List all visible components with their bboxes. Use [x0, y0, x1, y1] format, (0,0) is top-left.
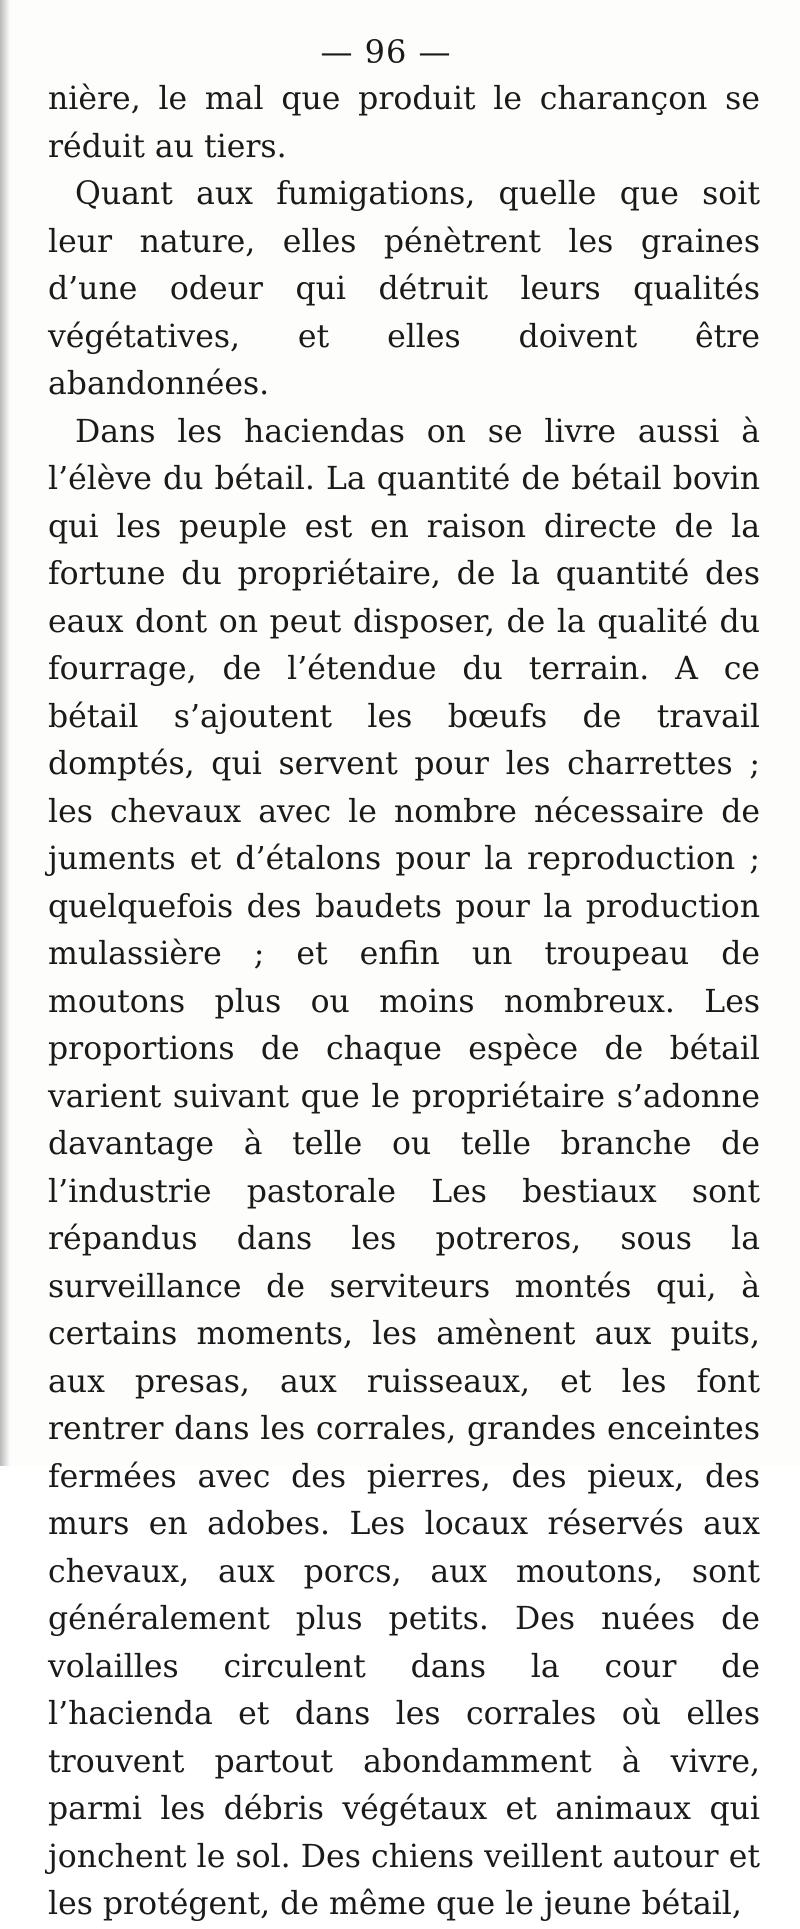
paragraph-livestock: Dans les haciendas on se livre aussi à l’élève du bétail. La quantité de bétail bovin qui les peuple est en raison directe de la fortune du propriétaire, de la quantité des eaux dont on peut disposer, de la qualité du fourrage, de l’étendue du terrain. A ce bétail s’ajoutent les bœufs de travail domptés, qui servent pour les charrettes ; les chevaux avec le nombre nécessaire de juments et d’étalons pour la reproduction ; quelquefois des baudets pour la production mulassière ; et enfin un troupeau de moutons plus ou moins nombreux. Les proportions de chaque espèce de bétail varient suivant que le propriétaire s’adonne davantage à telle ou telle branche de l’industrie pastorale Les bestiaux sont répandus dans les potreros, sous la surveillance de serviteurs montés qui, à certains moments, les amènent aux puits, aux presas, aux ruisseaux, et les font rentrer dans les corrales, grandes enceintes fermées avec des pierres, des pieux, des murs en adobes. Les locaux réservés aux chevaux, aux porcs, aux moutons, sont généralement plus petits. Des nuées de volailles circulent dans la cour de l’hacienda et dans les corrales où elles trouvent partout abondamment à vivre, parmi les débris végétaux et animaux qui jonchent le sol. Des chiens veillent autour et les protégent, de même que le jeune bétail, [48, 413, 760, 1922]
page-body [48, 76, 760, 1929]
paragraph-continuation: nière, le mal que produit le charançon se réduit au tiers. [48, 81, 760, 165]
paragraph-fumigations: Quant aux fumigations, quelle que soit leur nature, elles pénètrent les graines d’une odeur qui détruit leurs qualités végétatives, et elles doivent être abandonnées. [48, 176, 760, 402]
page-edge-shadow [0, 0, 10, 1466]
page-number: — 96 — [320, 33, 452, 71]
